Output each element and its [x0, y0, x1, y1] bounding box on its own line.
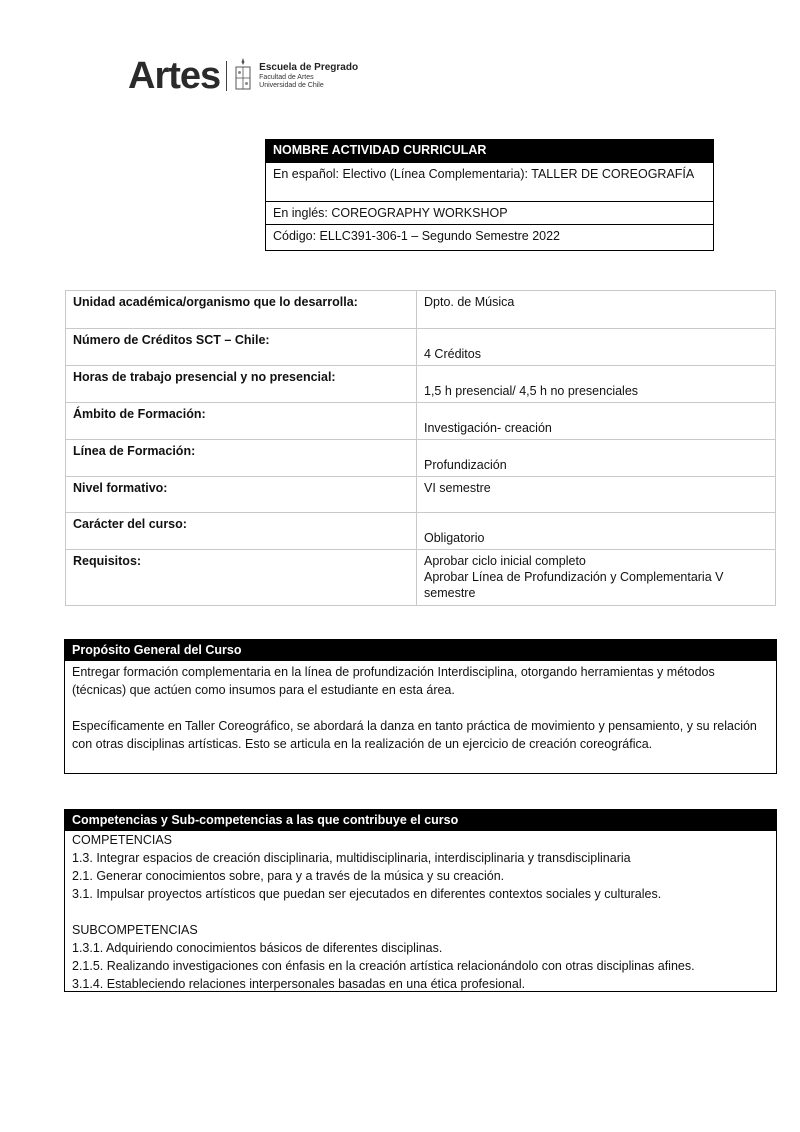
purpose-paragraph-2: Específicamente en Taller Coreográfico, se abordará la danza en tanto práctica de movimiento y pensamiento, y su relación con otras disciplinas artísticas. Esto se articula en la realización de un ejercicio de creación coreográfica.	[72, 719, 757, 751]
info-value: 1,5 h presencial/ 4,5 h no presenciales	[417, 366, 776, 403]
course-name-table	[265, 139, 714, 251]
info-label: Horas de trabajo presencial y no presencial:	[66, 366, 417, 403]
requirement-2: Aprobar Línea de Profundización y Complementaria V semestre	[424, 570, 724, 600]
info-label: Requisitos:	[66, 550, 417, 606]
course-info-table	[65, 290, 776, 606]
list-item: 2.1.5. Realizando investigaciones con énfasis en la creación artística relacionándolo con otras disciplinas afines.	[72, 959, 695, 973]
table-row	[66, 403, 776, 440]
logo-faculty: Facultad de Artes	[259, 74, 314, 81]
course-name-spanish: En español: Electivo (Línea Complementaria): TALLER DE COREOGRAFÍA	[266, 162, 713, 201]
table-row	[66, 440, 776, 477]
logo-school: Escuela de Pregrado	[259, 62, 359, 73]
info-label: Unidad académica/organismo que lo desarrolla:	[66, 291, 417, 329]
competencies-subheading: COMPETENCIAS	[72, 833, 173, 847]
table-row	[66, 366, 776, 403]
competencies-section	[64, 809, 777, 992]
list-item: 1.3.1. Adquiriendo conocimientos básicos de diferentes disciplinas.	[72, 941, 443, 955]
logo-divider	[226, 61, 227, 91]
logo-university: Universidad de Chile	[259, 82, 324, 89]
info-label: Línea de Formación:	[66, 440, 417, 477]
course-code: Código: ELLC391-306-1 – Segundo Semestre 2022	[266, 224, 713, 250]
table-row	[66, 329, 776, 366]
info-value: Investigación- creación	[417, 403, 776, 440]
faculty-logo	[128, 52, 358, 100]
university-crest-icon	[233, 56, 253, 96]
info-value: Obligatorio	[417, 513, 776, 550]
course-name-heading: NOMBRE ACTIVIDAD CURRICULAR	[266, 140, 713, 162]
requirement-1: Aprobar ciclo inicial completo	[424, 554, 586, 568]
info-value: 4 Créditos	[417, 329, 776, 366]
purpose-section	[64, 639, 777, 774]
table-row	[66, 550, 776, 606]
table-row	[66, 477, 776, 513]
list-item: 3.1. Impulsar proyectos artísticos que puedan ser ejecutados en diferentes contextos sociales y culturales.	[72, 887, 662, 901]
list-item: 2.1. Generar conocimientos sobre, para y a través de la música y su creación.	[72, 869, 505, 883]
competencies-heading: Competencias y Sub-competencias a las que contribuye el curso	[65, 810, 776, 831]
list-item: 3.1.4. Estableciendo relaciones interpersonales basadas en una ética profesional.	[72, 977, 526, 991]
info-label: Carácter del curso:	[66, 513, 417, 550]
info-label: Ámbito de Formación:	[66, 403, 417, 440]
info-label: Número de Créditos SCT – Chile:	[66, 329, 417, 366]
subcompetencies-subheading: SUBCOMPETENCIAS	[72, 923, 198, 937]
table-row	[66, 291, 776, 329]
info-value: VI semestre	[417, 477, 776, 513]
info-value: Dpto. de Música	[417, 291, 776, 329]
table-row	[66, 513, 776, 550]
purpose-paragraph-1: Entregar formación complementaria en la línea de profundización Interdisciplina, otorgando herramientas y métodos (técnicas) que actúen como insumos para el estudiante en esta área.	[72, 665, 715, 697]
info-value: Profundización	[417, 440, 776, 477]
list-item: 1.3. Integrar espacios de creación disciplinaria, multidisciplinaria, interdisciplinaria y transdisciplinaria	[72, 851, 631, 865]
course-name-english: En inglés: COREOGRAPHY WORKSHOP	[266, 201, 713, 224]
info-value	[417, 550, 776, 606]
logo-brand: Artes	[128, 55, 221, 97]
purpose-heading: Propósito General del Curso	[65, 640, 776, 661]
info-label: Nivel formativo:	[66, 477, 417, 513]
